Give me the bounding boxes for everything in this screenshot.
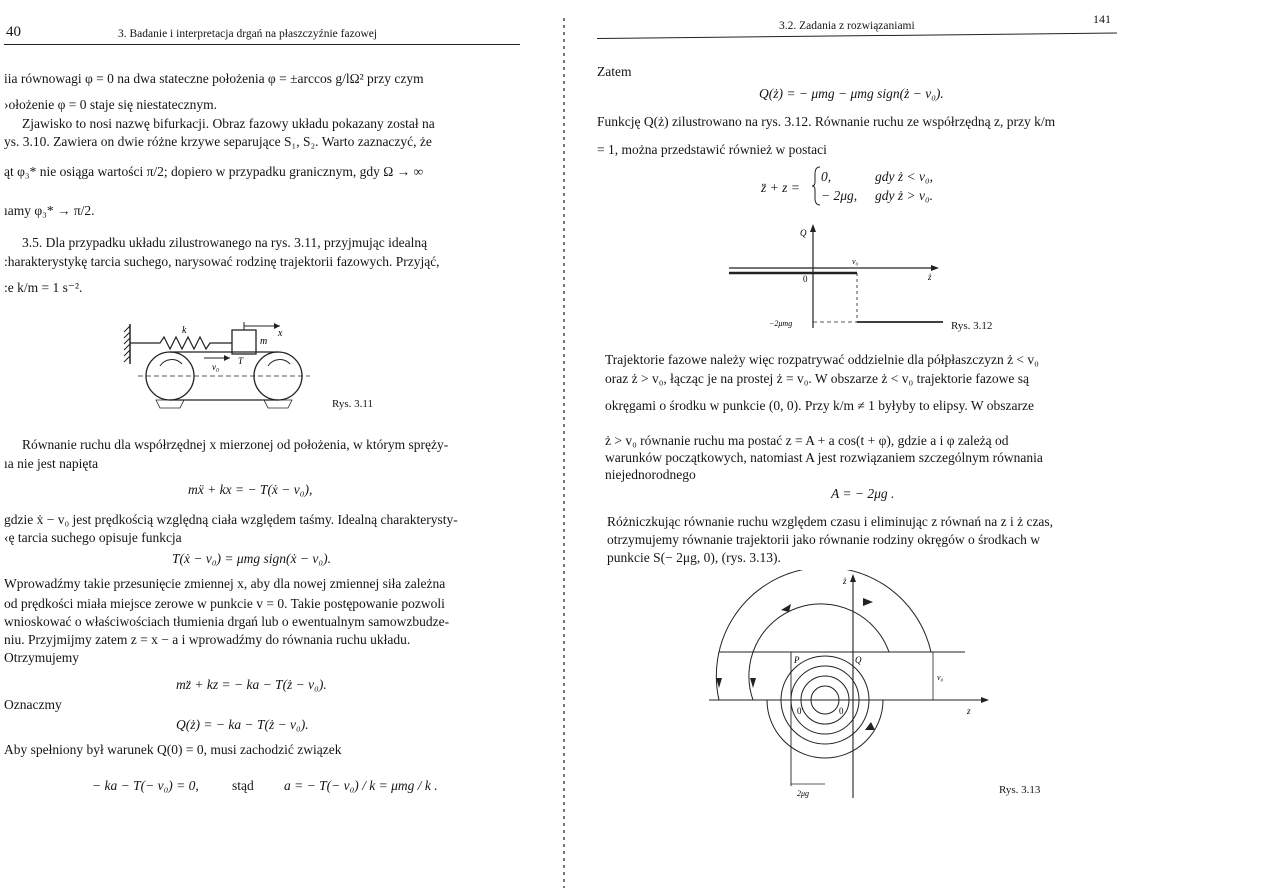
running-head: 3.2. Zadania z rozwiązaniami [779,20,915,32]
page-number: 141 [1093,12,1111,26]
label-z: z [967,706,971,716]
label-x: x [278,328,283,339]
equation: mz̈ + kz = − ka − T(ż − v₀). [176,677,327,692]
text-line: od prędkości miała miejsce zerowe w punkcie v = 0. Takie postępowanie pozwoli [4,596,445,611]
text-line: = 1, można przedstawić również w postaci [597,142,827,157]
text-line: punkcie S(− 2μg, 0), (rys. 3.13). [607,550,781,565]
header-rule [597,33,1117,39]
label-T: T [238,356,244,366]
text-line: Wprowadźmy takie przesunięcie zmiennej x, aby dla nowej zmiennej siła zależna [4,576,446,591]
text-line: iia równowagi φ = 0 na dwa stateczne położenia φ = ±arccos g/lΩ² przy czym [4,71,424,86]
text-line: ıa nie jest napięta [4,456,99,471]
arrow-head [750,678,756,688]
text-line: :harakterystykę tarcia suchego, narysować rodzinę trajektorii fazowych. Przyjąć, [4,254,440,269]
text-line: niu. Przyjmijmy zatem z = x − a i wprowadźmy do równania ruchu układu. [4,632,411,647]
text-line: niejednorodnego [605,467,696,482]
label-k: k [182,325,187,336]
label-Q: Q [855,655,862,665]
text-line: ›ołożenie φ = 0 staje się niestatecznym. [4,97,217,112]
wall [124,324,130,364]
label-v0: v₀ [937,673,944,682]
text-line: Zjawisko to nosi nazwę bifurkacji. Obraz fazowy układu pokazany został na [22,116,435,131]
equation: gdy ż > v₀. [875,188,934,203]
text-line: warunków początkowych, natomiast A jest rozwiązaniem szczególnym równania [605,450,1043,465]
text-line: Oznaczmy [4,697,62,712]
label-zdot: ż [843,576,847,586]
text-line: Różniczkując równanie ruchu względem czasu i eliminując z równań na z i ż czas, [607,514,1054,529]
text-line: oraz ż > v₀, łącząc je na prostej ż = v₀. W obszarze ż < v₀ trajektorie fazowe są [605,371,1030,386]
mass-block [232,330,256,354]
equation: gdy ż < v₀, [875,169,934,184]
figure-caption: Rys. 3.13 [999,784,1041,796]
text-line: Równanie ruchu dla współrzędnej x mierzonej od położenia, w którym spręży- [22,437,449,452]
text-line: wnioskować o właściwościach tłumienia drgań lub o ewentualnym samowzbudze- [4,614,450,629]
text-line: ys. 3.10. Zawiera on dwie różne krzywe separujące S₁, S₂. Warto zaznaczyć, że [4,134,432,149]
text-line: ąt φ₃* nie osiąga wartości π/2; dopiero w przypadku granicznym, gdy Ω → ∞ [4,164,424,179]
text-line: 3.5. Dla przypadku układu zilustrowanego na rys. 3.11, przyjmując idealną [22,235,428,250]
text-line: Aby spełniony był warunek Q(0) = 0, musi zachodzić związek [4,742,342,757]
label-v0: v₀ [212,362,220,372]
brace [811,166,821,206]
label-zero: 0 [803,274,808,284]
label-v0: v₀ [852,257,859,266]
left-page [0,0,560,893]
right-page [575,0,1263,893]
text-line: ż > v₀ równanie ruchu ma postać z = A + a cos(t + φ), gdzie a i φ zależą od [605,433,1009,448]
equation: Q(ż) = − ka − T(ż − v₀). [176,717,309,732]
page-number: 40 [6,24,21,40]
equation: a = − T(− v₀) / k = μmg / k . [284,778,438,793]
label-Q: Q [800,228,807,238]
text-line: Trajektorie fazowe należy więc rozpatrywać oddzielnie dla półpłaszczyzn ż < v₀ [605,352,1039,367]
text-line: stąd [232,778,254,793]
equation: z̈ + z = [761,180,800,195]
equation: T(ẋ − v₀) = μmg sign(ẋ − v₀). [172,551,331,566]
label-zdot: ż [928,272,932,282]
running-head: 3. Badanie i interpretacja drgań na płaszczyźnie fazowej [118,28,378,40]
text-line: Funkcję Q(ż) zilustrowano na rys. 3.12. Równanie ruchu ze współrzędną z, przy k/m [597,114,1056,129]
page-gutter [563,18,565,888]
equation: Q(ż) = − μmg − μmg sign(ż − v₀). [759,86,944,101]
text-line: otrzymujemy równanie trajektorii jako równanie rodziny okręgów o środkach w [607,532,1040,547]
trajectories [716,570,931,758]
figure-3-13 [705,570,995,802]
equation: 0, [821,169,832,184]
label-2mug: 2μg [797,789,810,798]
label-0: 0 [839,706,844,716]
label-0prime: 0' [797,706,804,716]
text-line: :e k/m = 1 s⁻². [4,280,83,295]
equation: A = − 2μg . [831,486,895,501]
arrow-head [863,598,873,606]
arrow-head [865,722,875,730]
text-line: gdzie ẋ − v₀ jest prędkością względną ciała względem taśmy. Idealną charakterysty- [4,512,458,527]
spring [130,337,232,349]
equation: − 2μg, [821,188,858,203]
text-line: ‹ę tarcia suchego opisuje funkcja [4,530,182,545]
text-line: Otrzymujemy [4,650,79,665]
figure-3-12 [725,220,955,332]
figure-caption: Rys. 3.11 [332,398,374,410]
equation: mẍ + kx = − T(ẋ − v₀), [188,482,313,497]
text-line: okręgami o środku w punkcie (0, 0). Przy k/m ≠ 1 byłyby to elipsy. W obszarze [605,398,1034,413]
label-level: −2μmg [769,319,793,328]
equation: − ka − T(− v₀) = 0, [92,778,199,793]
figure-caption: Rys. 3.12 [951,320,993,332]
header-rule [4,44,520,45]
text-line: Zatem [597,64,632,79]
label-P: P [794,655,800,665]
text-line: ıamy φ₃* → π/2. [4,203,95,218]
label-m: m [260,336,268,347]
